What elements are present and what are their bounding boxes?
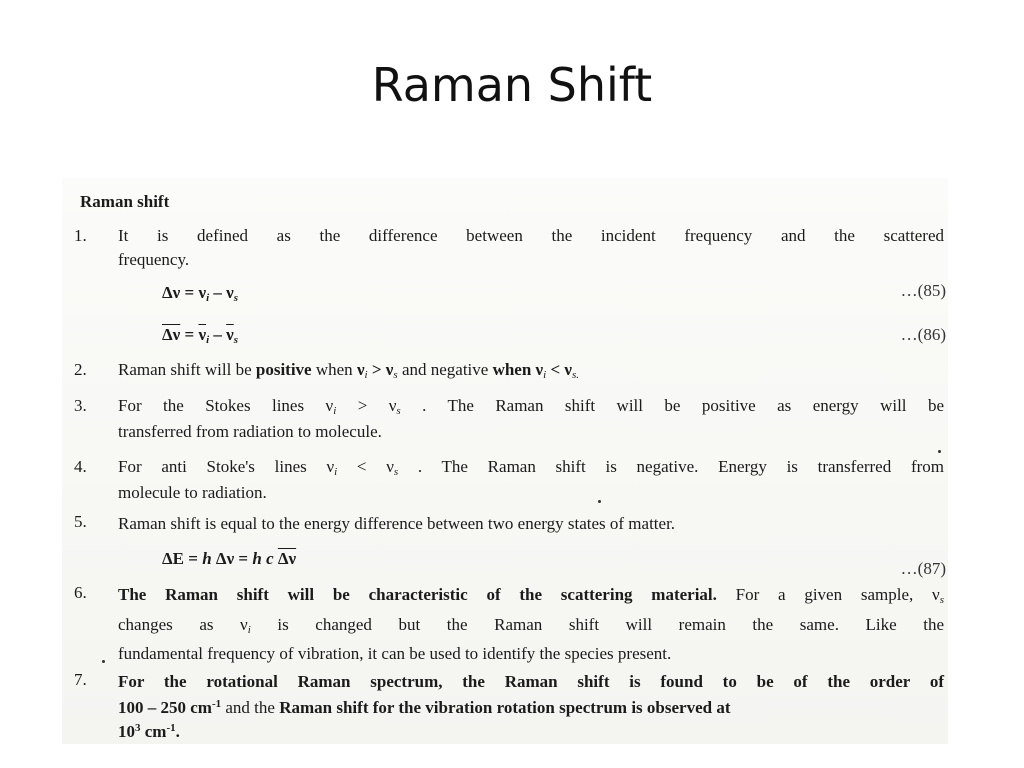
eq86-sub-i: i — [206, 334, 210, 346]
item-2-sub-s-2: s. — [572, 369, 580, 381]
item-7-line-1: For the rotational Raman spectrum, the Raman shift is found to be of the order of — [118, 672, 944, 691]
eq87-h: h — [202, 549, 212, 568]
item-1-line-2: frequency. — [118, 250, 190, 269]
item-7-vibration-rotation: Raman shift for the vibration rotation spectrum is observed at — [279, 698, 731, 717]
item-5-line-1: Raman shift is equal to the energy difference between two energy states of matter. — [118, 514, 676, 533]
item-3-sub-s: s — [396, 405, 401, 417]
item-4-text-c: . The Raman shift is negative. Energy is transferred from — [398, 457, 944, 476]
item-3-gt-nu: > ν — [336, 396, 397, 415]
item-7-ten: 10 — [118, 722, 135, 741]
equation-number-86: …(86) — [900, 325, 946, 344]
eq87-lhs: ΔE — [162, 549, 184, 568]
equation-87 — [162, 549, 296, 569]
item-7-period: . — [175, 722, 180, 741]
eq86-nu-i: $\overline{\nu}$ — [198, 325, 207, 344]
item-2-nu: ν — [356, 360, 365, 379]
equation-86 — [162, 325, 238, 346]
item-6-sub-i: i — [247, 624, 251, 636]
item-4-text-a: For anti Stoke's lines ν — [118, 457, 335, 476]
item-number-1: 1. — [74, 226, 87, 245]
item-6-rest: For a given sample, ν — [716, 585, 940, 604]
item-4-sub-s: s — [393, 466, 399, 478]
item-4-sub-i: i — [334, 466, 338, 478]
item-7-sup-3: 3 — [135, 722, 141, 734]
item-2-text-when: when — [311, 360, 357, 379]
item-4-line-1 — [118, 457, 944, 478]
section-heading: Raman shift — [80, 192, 170, 211]
item-7-sup-neg1: -1 — [166, 722, 176, 734]
item-3-line-2: transferred from radiation to molecule. — [118, 422, 382, 441]
item-3-text-a: For the Stokes lines ν — [118, 396, 334, 415]
item-number-7: 7. — [74, 670, 87, 689]
item-7-range: 100 – 250 cm — [118, 698, 212, 717]
scanned-textbook-page — [62, 178, 948, 744]
eq87-delta-nu-bar: $\overline{\Delta\nu}$ — [277, 549, 297, 568]
item-7-and-the: and the — [221, 698, 280, 717]
item-2-when-nu: when ν — [492, 360, 544, 379]
eq85-lhs: Δν — [162, 283, 181, 302]
item-2-sub-s: s — [393, 369, 398, 381]
item-6-changes-as: changes as ν — [118, 615, 248, 634]
eq86-equals: = — [180, 325, 199, 344]
item-1-line-1: It is defined as the difference between the incident frequency and the scattered — [118, 226, 944, 245]
item-2-negative: and negative — [397, 360, 493, 379]
item-number-6: 6. — [74, 583, 87, 602]
item-6-line-3: fundamental frequency of vibration, it can be used to identify the species present. — [118, 644, 672, 663]
item-7-cm: cm — [140, 722, 167, 741]
item-number-2: 2. — [74, 360, 87, 379]
equation-number-85: …(85) — [900, 281, 946, 300]
item-number-5: 5. — [74, 512, 87, 531]
scan-speck — [598, 500, 601, 503]
item-6-line-2-rest: is changed but the Raman shift will remain the same. Like the — [250, 615, 944, 634]
item-number-3: 3. — [74, 396, 87, 415]
eq85-minus: – — [209, 283, 227, 302]
item-number-4: 4. — [74, 457, 87, 476]
item-6-sub-s: s — [939, 594, 944, 606]
eq85-nu-i: ν — [198, 283, 207, 302]
item-7-line-3 — [118, 722, 180, 742]
equation-number-87: …(87) — [900, 559, 946, 578]
item-2-lt-nu: < ν — [546, 360, 573, 379]
item-2-gt-nu: > ν — [367, 360, 394, 379]
item-3-text-c: . The Raman shift will be positive as energy will be — [400, 396, 944, 415]
eq87-delta-nu: Δν = — [211, 549, 253, 568]
item-6-bold: The Raman shift will be characteristic of the scattering material. — [118, 585, 717, 604]
item-7-line-2 — [118, 698, 730, 718]
eq85-equals: = — [180, 283, 199, 302]
item-3-line-1 — [118, 396, 944, 417]
item-4-lt-nu: < ν — [337, 457, 394, 476]
eq86-minus: – — [209, 325, 227, 344]
eq87-equals: = — [184, 549, 203, 568]
item-3-sub-i: i — [333, 405, 337, 417]
item-2-positive: positive — [255, 360, 312, 379]
item-2-text-a: Raman shift will be — [118, 360, 256, 379]
item-7-sup-1: -1 — [211, 698, 222, 710]
eq86-sub-s: s — [233, 334, 239, 346]
item-4-line-2: molecule to radiation. — [118, 483, 267, 502]
slide-title: Raman Shift — [371, 58, 653, 112]
item-6-line-2 — [118, 615, 944, 636]
eq87-hc: h c — [252, 549, 274, 568]
eq86-nu-s: $\overline{\nu}$ — [226, 325, 234, 344]
item-2-sub-i: i — [364, 369, 368, 381]
scan-speck — [102, 660, 105, 663]
scan-speck — [938, 450, 941, 453]
eq85-sub-i: i — [206, 292, 210, 304]
eq85-nu-s: ν — [226, 283, 234, 302]
eq86-lhs: $\overline{\Delta\nu}$ — [162, 325, 181, 344]
item-6-line-1 — [118, 585, 944, 606]
eq85-sub-s: s — [233, 292, 239, 304]
equation-85 — [162, 283, 238, 304]
item-2-line-1 — [118, 360, 579, 381]
item-2-sub-i-2: i — [543, 369, 547, 381]
